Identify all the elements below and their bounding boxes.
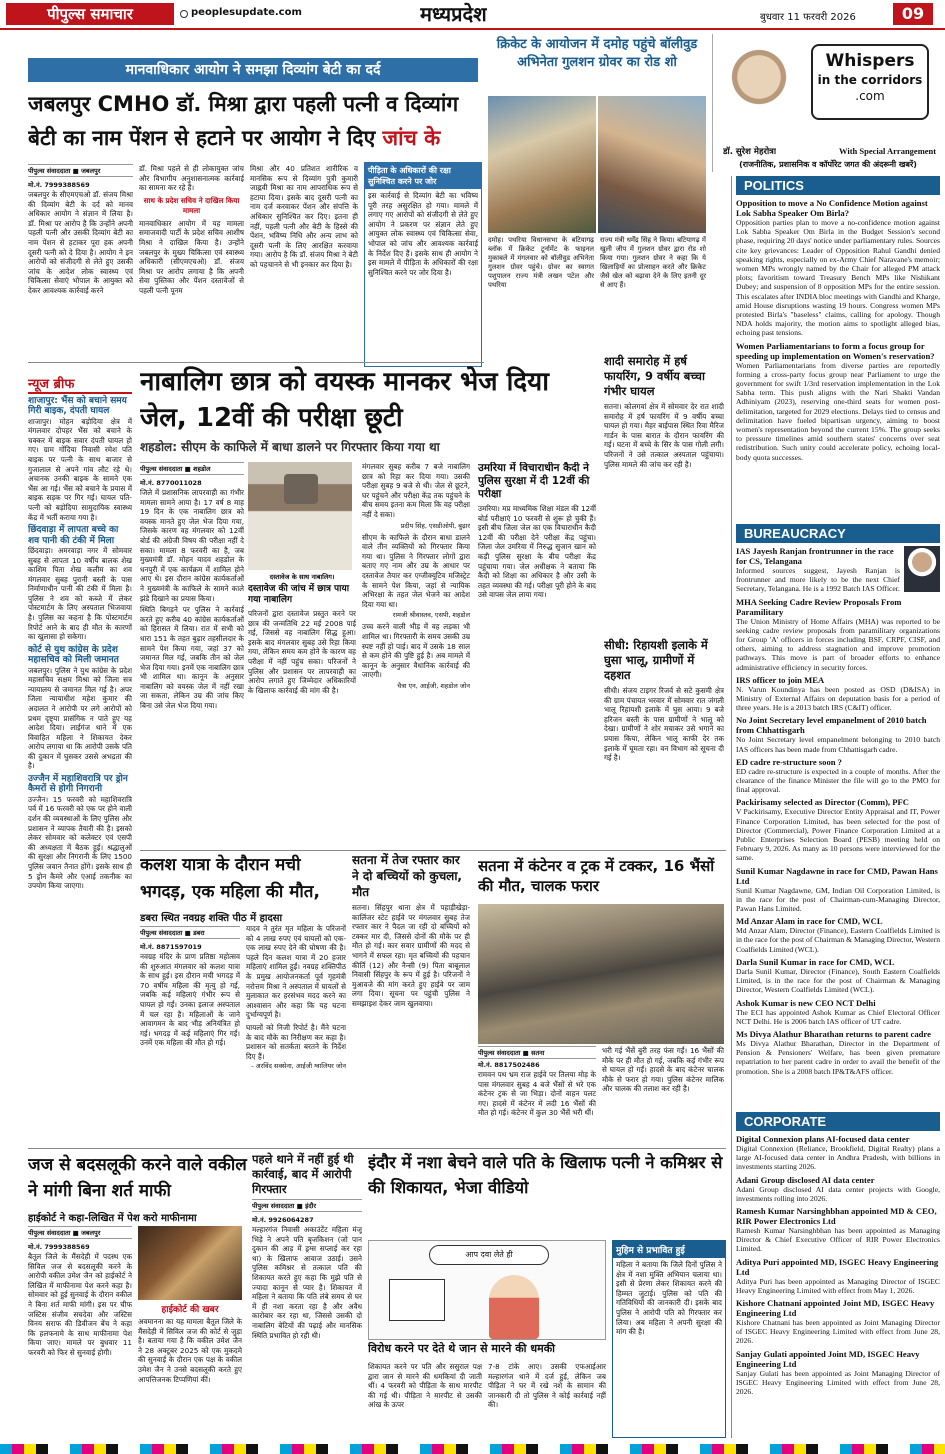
divider-lead: [28, 362, 484, 363]
corporate-item-2-body: Adani Group disclosed AI data center projects with Google, investments rolling into 2026.: [736, 1184, 940, 1203]
satna-car-body: सतना। सिंहपुर थाना क्षेत्र में पहाड़ीखेड़ा-कालिंजर स्टेट हाईवे पर मंगलवार सुबह तेज रफ्तार कार ने पैदल जा रही दो बच्चियों को टक्कर मार दी, जिससे दोनों की मौके पर ही मौत हो गई। कार सवार ग्रामीणों की मदद से भागने में सफल रहा। मृत बच्चियों की पहचान कीर्ति (12) और नैन्सी (9) पिता बाबूलाल निवासी सिंहपुर के रूप में हुई है। परिजनों ने मुआवजे की मांग करते हुए हाईवे पर जाम लगा दिया। सूचना पर पहुंची पुलिस ने समझाइश देकर जाम खुलवाया।: [352, 903, 470, 1008]
police-mobile: मो.नं. 9926064287: [252, 1216, 314, 1224]
corporate-item-3-body: Ramesh Kumar Narsinghbhan has been appointed as Managing Director & Chief Executive Officer of RIR Power Electronics Limited.: [736, 1226, 940, 1254]
lead-col-2: [139, 164, 244, 367]
jail-body-1b: स्थिति बिगड़ने पर पुलिस ने कार्रवाई करते हुए करीब 40 कांग्रेस कार्यकर्ताओं को हिरासत में लिया। रात में सभी को धारा 151 के तहत बुढ़ार तहसीलदार के सामने पेश किया गया, जहां 37 को जमानत मिल गई, जबकि तीन को जेल भेज दिया गया। इनमें एक नाबालिग छात्र भी शामिल था। कानून के अनुसार नाबालिग को वयस्क जेल में नहीं रखा जा सकता, लेकिन उम्र की जांच किए बिना उसे जेल भेज दिया गया।: [140, 605, 244, 711]
bureaucracy-item-1-head: IAS Jayesh Ranjan frontrunner in the race for CS, Telangana: [736, 546, 894, 566]
jail-quote-2: रामजी श्रीवास्तव, एसपी, शहडोल: [392, 611, 470, 620]
umaria-body: उमरिया। मप्र माध्यमिक शिक्षा मंडल की 12वीं बोर्ड परीक्षाएं 10 फरवरी से शुरू हो चुकी हैं। इसी बीच जिला जेल का एक विचाराधीन कैदी 12वीं की परीक्षा देने परीक्षा केंद्र पहुंचा। जिला जेल उमरिया में निरुद्ध सुजान खान को कड़ी पुलिस सुरक्षा के बीच परीक्षा केंद्र पहुंचाया गया। जेल अधीक्षक ने बताया कि कैदी को शिक्षा का अधिकार है और उसी के तहत व्यवस्था की गई। परीक्षा पूरी होने के बाद उसे वापस जेल लाया गया।: [478, 504, 596, 600]
fire-headline: शादी समारोह में हर्ष फायरिंग, 9 वर्षीय बच्चा गंभीर घायल: [604, 354, 705, 398]
columnist-photo: [719, 42, 799, 142]
whispers-subtitle: in the corridors: [817, 73, 923, 87]
cricket-caption-right: राज्य मंत्री धर्मेंद्र सिंह ने किया। बटियागढ़ में खुली जीप में गुलशन ग्रोवर द्वारा रोड शो किया गया। गुलशन ग्रोवर ने कहा कि ये खिलाड़ियों का प्रोत्साहन करते और क्रिकेट जैसे खेल को बढ़ावा देने के लिए इतनी दूर से आए हैं।: [600, 236, 706, 289]
court-mobile: मो.नं. 7999388569: [28, 1243, 90, 1251]
satna-truck-col-1: [478, 1046, 596, 1146]
court-byline: पीपुल्स संवाददाता ■ जबलपुर: [28, 1226, 132, 1239]
lead-body-3: मिश्रा और 40 प्रतिशत शारीरिक व मानसिक रूप से दिव्यांग पुत्री कुमारी जाह्नवी मिश्रा का नाम आपराधिक रूप से हटाया दिया। इसके बाद दूसरी पत्नी का नाम दर्ज करवाकर पेंशन और संपत्ति के अधिकार सुनिश्चित कर दिए। इतना ही नहीं, पहली पत्नी और बेटी के हिस्से की पेंशन, भविष्य निधि और अन्य लाभ को दूसरी पत्नी के लिए आरक्षित करवाया गया। आरोप है कि डॉ. संजय मिश्रा ने बेटी को पहचानने से भी इनकार कर दिया है।: [250, 164, 358, 269]
kalash-mobile: मो.नं. 8871597019: [140, 943, 202, 951]
corporate-column: [736, 1112, 940, 1434]
lead-col-1: [28, 162, 133, 367]
jail-subhead-2: दस्तावेज की जांच में छात्र पाया गया नाबालिग: [248, 584, 350, 605]
lead-body-2: डॉ. मिश्रा पहले से ही लोकायुक्त जांच और विभागीय अनुशासनात्मक कार्रवाई का सामना कर रहे हैं।: [139, 164, 244, 193]
corporate-item-6-head: Sanjay Gulati appointed Joint MD, ISGEC Heavy Engineering Ltd: [736, 1348, 920, 1369]
indore-side-box: [612, 1240, 726, 1438]
whispers-block: [712, 34, 940, 172]
satna-car-story: [352, 852, 470, 1146]
bureaucracy-item-11-body: Ms Divya Alathur Bharathan, Director in the Department of Pension & Pensioners' Welfare, has been given premature repatriation to her parent cadre in order to avail the benefit of the promotion. She is a 2008 batch IP&T&AFS officer.: [736, 1038, 940, 1076]
indore-headline: इंदौर में नशा बेचने वाले पति के खिलाफ पत्नी ने कमिश्नर से की शिकायत, भेजा वीडियो: [368, 1153, 723, 1197]
jail-mobile: मो.नं. 8770011028: [140, 479, 202, 487]
bureaucracy-item-9-head: Darla Sunil Kumar in race for CMD, WCL: [736, 956, 895, 967]
jail-byline: पीपुल्स संवाददाता ■ शहडोल: [140, 462, 244, 475]
satna-truck-body-1: रामवन पथ भ्रम राज हाईवे पर तिलया मोड़ के पास मंगलवार सुबह 4 बजे भैंसों से भरे एक कंटेनर ट्रक से जा भिड़ा। दोनों वाहन पलट गए। हादसे में कंटेनर में लदी 16 भैंसों की मौत हो गई। कंटेनर में कुल 30 भैंसें भरी थीं।: [478, 1070, 596, 1118]
bureaucracy-item-2-body: The Union Ministry of Home Affairs (MHA) was reported to be seeking cadre review proposals from paramilitary organizations for Group 'A' officers in forces including BSF, CRPF, CISF, and others, aiming to address stagnation and improve promotion pathways. This move is part of broader efforts to enhance administrative efficiency in security forces.: [736, 616, 940, 672]
bureaucracy-item-8-head: Md Anzar Alam in race for CMD, WCL: [736, 916, 883, 927]
gavel-photo: [138, 1226, 242, 1300]
cricket-photo-2: [598, 96, 706, 233]
bureaucracy-item-9-body: Darla Sunil Kumar, Director (Finance), South Eastern Coalfields Limited, is in the race for the post of Chairman & Managing Director, Western Coalfields Limited (WCL).: [736, 966, 940, 995]
jail-body-2: परिजनों द्वारा दस्तावेज प्रस्तुत करने पर छात्र की जन्मतिथि 22 मई 2008 पाई गई, जिससे वह नाबालिग सिद्ध हुआ। इसके बाद मंगलवार सुबह उसे रिहा किया गया, लेकिन समय कम होने के कारण वह परीक्षा में नहीं पहुंच सका। परिजनों ने पुलिस और प्रशासन पर लापरवाही का आरोप लगाते हुए जिम्मेदार अधिकारियों के खिलाफ कार्रवाई की मांग की है।: [248, 609, 356, 695]
police-body: मल्हारगंज निवासी अकाउंटेंट महिला मंजू भिड़े ने अपने पति बृजकिशन (जो पान दुकान की आड़ में ड्रग्स सप्लाई कर रहा था) के खिलाफ आवाज उठाई। उसने पुलिस कमिश्नर से तत्काल पति की शिकायत करते हुए कहा कि मुझे पति से ज्यादा कानून से प्यार है। शिकायत में महिला ने बताया कि पति लंबे समय से घर में ही नशा करता रहा है और अवैध कारोबार कर रहा था, जिससे उसकी दो नाबालिग बेटियों की पढ़ाई और मानसिक स्थिति प्रभावित हो रही थी।: [252, 1225, 362, 1340]
kalash-quote: - अरविंद सक्सेना, आईजी ग्वालियर जोन: [251, 1062, 346, 1071]
lead-sidebox-title: पीड़िता के अधिकारों की रक्षा सुनिश्चित करने पर जोर: [365, 163, 481, 189]
court-body-2: अवमानना का यह मामला बैतूल जिले के मैंसदेही में सिविल जज की कोर्ट से जुड़ा है। बताया गया है कि वकील उमेश जैन ने 28 अक्टूबर 2025 को एक मुकदमे की सुनवाई के दौरान एक पक्ष के वकील उमेश जैन ने उनसे बदसलूकी करते हुए आपत्तिजनक टिप्पणियां कीं।: [138, 1317, 242, 1384]
jail-subhead: शहडोल: सीएम के काफिले में बाधा डालने पर गिरफ्तार किया गया था: [140, 440, 440, 454]
whispers-title: Whispers: [825, 51, 915, 71]
indore-side-title: मुहिम से प्रभावित हुई: [613, 1241, 725, 1258]
whispers-domain: .com: [855, 89, 885, 103]
bureaucracy-item-6-body: V Packirisamy, Executive Director Entity Appraisal and IT, Power Finance Corporation Limited, has been selected for the post of Director (Commercial), Power Finance Corporation Limited at a Public Enterprises Selection Board (PESB) meeting held on February 9, 2026. As many as 10 persons were interviewed for the same.: [736, 807, 940, 863]
jail-body-3c: उच्च करने वाली भीड़ में वह लड़का भी शामिल था। गिरफ्तारी के समय उसकी उम्र स्पष्ट नहीं हो पाई। बाद में उसके 18 साल से कम होने की पुष्टि हुई है। अब मामले में कानून के अनुसार वैधानिक कार्रवाई की जाएगी।: [362, 622, 470, 680]
jail-col-1: [140, 460, 244, 848]
kalash-note: घायलों को निजी रिपोर्ट है। मैंने घटना के बाद मौके का निरीक्षण कर कहा है। प्रशासन को सतर्कता बरतने के निर्देश दिए हैं।: [246, 1022, 346, 1061]
jail-body-3: मंगलवार सुबह करीब 7 बजे नाबालिग छात्र को रिहा कर दिया गया। उसकी परीक्षा सुबह 9 बजे से थी। जेल से छूटने, घर पहुंचने और परीक्षा केंद्र तक पहुंचने के बीच समय इतना कम मिला कि वह परीक्षा नहीं दे सका।: [362, 462, 470, 519]
lead-body-2b: मानवाधिकार आयोग में यह मामला समाजवादी पार्टी के प्रदेश सचिव आशीष मिश्रा ने दाखिल किया है। उन्होंने जबलपुर के मुख्य चिकित्सा एवं स्वास्थ्य अधिकारी (सीएमएचओ) डॉ. संजय मिश्रा पर आरोप लगाया है कि अपनी सेवा पुस्तिका और पेंशन दस्तावेजों से पहली पत्नी पूनम: [139, 218, 244, 295]
cricket-headline: क्रिकेट के आयोजन में दमोह पहुंचे बॉलीवुड अभिनेता गुलशन ग्रोवर का रोड शो: [496, 37, 698, 70]
jail-body-3b: सीएम के काफिले के दौरान बाधा डालने वाले तीन व्यक्तियों को गिरफ्तार किया गया था। पुलिस ने गिरफ्तार लोगों द्वारा बताए गए नाम और उम्र के आधार पर दस्तावेज तैयार कर एग्जीक्यूटिव मजिस्ट्रेट के सामने पेश किया, जहां से न्यायिक अभिरक्षा के तहत जेल भेजने का आदेश दिया गया था।: [362, 532, 470, 609]
cartoon-speech-bubble: आप दवा लेते ही: [429, 1245, 549, 1265]
satna-truck-byline: पीपुल्स संवाददाता ■ सतना: [478, 1046, 596, 1059]
bear-body: सीधी। संजय टाइगर रिजर्व से सटे कुसमी क्षेत्र की ग्राम पंचायत भरवार में सोमवार रात जंगली भालू रिहायशी इलाके में घुस आया। 9 बजे हरिजन बस्ती के पास ग्रामीणों ने भालू को देखा। ग्रामीणों ने शोर मचाकर उसे भगाने का प्रयास किया, लेकिन भालू काफी देर तक इलाके में घूमता रहा। वन विभाग को सूचना दी गई है।: [604, 686, 724, 763]
cartoon-paper: [389, 1279, 445, 1321]
lead-headline-main: जबलपुर CMHO डॉ. मिश्रा द्वारा पहली पत्नी व दिव्यांग बेटी का नाम पेंशन से हटाने पर आयोग ने दिए: [28, 92, 459, 150]
lead-headline-red: जांच के: [382, 126, 441, 150]
police-byline: पीपुल्स संवाददाता ■ इंदौर: [252, 1199, 362, 1212]
bureaucracy-item-4-body: No Joint Secretary level empanelment belonging to 2010 batch IAS officers has been made from Chhattisgarh cadre.: [736, 735, 940, 754]
politics-header: POLITICS: [736, 176, 940, 195]
official-photo: [904, 546, 940, 592]
umaria-story: [478, 462, 596, 848]
website-url[interactable]: peoplesupdate.com: [191, 7, 302, 18]
bureaucracy-item-5-body: ED cadre re-structure is expected in a couple of months. After the clearance of the finance Minister the file will go to the PMO for final approval.: [736, 766, 940, 795]
brief-1-body: शाजापुर। मोहन बड़ोदिया क्षेत्र में मंगलवार दोपहर भैंस को बचाने के चक्कर में बाइक सवार दंपती घायल हो गए। ग्राम गोंदिया निवासी रमेश पति बाइक पर पत्नी के साथ बाजार से गुजालाल से अपने गांव लौट रहे थे। अचानक उनकी बाइक के सामने एक भैंस आ गई। भैंस को बचाने के प्रयास में बाइक सड़क पर गिर गई। घायल पति-पत्नी को बड़ोदिया सामुदायिक स्वास्थ्य केंद्र में भर्ती कराया गया है।: [28, 416, 132, 522]
lead-sidebox-body: इस कार्रवाई से दिव्यांग बेटी का भविष्य पूरी तरह असुरक्षित हो गया। मामले में लगाए गए आरोपों को संजीदगी से लेते हुए आयोग ने प्रकरण पर संज्ञान लेते हुए आयुक्त लोक स्वास्थ्य एवं चिकित्सा सेवा, भोपाल को जांच और आवश्यक कार्रवाई के निर्देश दिए हैं। इसके साथ ही आयोग ने इस मामले में पीड़िता के अधिकारों की रक्षा सुनिश्चित करने पर जोर दिया है।: [368, 191, 478, 277]
kalash-byline: पीपुल्स संवाददाता ■ डबरा: [140, 926, 240, 939]
cricket-caption-left: दमोह। पथरिया विधानसभा के बटियागढ़ ब्लॉक में क्रिकेट टूर्नामेंट के फाइनल मुकाबले में मंगलवार को बॉलीवुड अभिनेता गुलशन ग्रोवर पहुंचे। ग्रोवर का स्वागत पशुपालन राज्य मंत्री लखन पटेल और पथरिया: [488, 236, 594, 289]
indore-col-2: [488, 1362, 606, 1438]
court-col-1: [28, 1224, 132, 1438]
satna-car-headline: सतना में तेज रफ्तार कार ने दो बच्चियों को कुचला, मौत: [352, 853, 462, 899]
cricket-photo-1: [488, 96, 596, 233]
corporate-item-5-head: Kishore Chatnani appointed Joint MD, ISGEC Heavy Engineering Ltd: [736, 1298, 935, 1319]
bureaucracy-item-8-body: Md Anzar Alam, Director (Finance), Eastern Coalfields Limited is in the race for the post of Chairman & Managing Director, Western Coalfields Limited (WCL).: [736, 926, 940, 954]
kalash-subhead: डबरा स्थित नवग्रह शक्ति पीठ में हादसा: [140, 913, 283, 924]
indore-side-body: महिला ने बताया कि जिले दिनों पुलिस ने क्षेत्र में नशा मुक्ति अभियान चलाया था। इसी से प्रेरणा लेकर शिकायत करने की हिम्मत जुटाई। पुलिस को पति की गतिविधियों की जानकारी दी। इसके बाद पुलिस ने आरोपी पति को गिरफ्तार कर लिया। अब महिला ने अपनी सुरक्षा की मांग की है।: [616, 1260, 722, 1337]
fire-story: [604, 354, 724, 632]
corporate-header: CORPORATE: [736, 1112, 940, 1131]
section-title: मध्यप्रदेश: [420, 2, 487, 26]
brief-1-head: शाजापुर: भैंस को बचाने समय गिरी बाइक, दंपती घायल: [28, 396, 127, 417]
indore-body-1: शिकायत करने पर पति और ससुराल पक्ष द्वारा जान से मारने की धमकियां दी जाती थीं। 4 फरवरी को पीड़िता के साथ मारपीट की गई थी। पीड़िता ने मारपीट से उसकी आंख के ऊपर: [368, 1362, 482, 1410]
news-brief-column: [28, 374, 132, 1146]
jail-body-1: जिले में प्रशासनिक लापरवाही का गंभीर मामला सामने आया है। 17 वर्ष 8 माह 19 दिन के एक नाबालिग छात्र को वयस्क मानते हुए जेल भेज दिया गया, जिसके कारण वह मंगलवार को 12वीं बोर्ड की अंग्रेजी विषय की परीक्षा नहीं दे सका। मामला 8 फरवरी का है, जब मुख्यमंत्री डॉ. मोहन यादव शहडोल के धनपुरी में एक कार्यक्रम में शामिल होने आए थे। इस दौरान कांग्रेस कार्यकर्ताओं ने मुख्यमंत्री के काफिले के सामने काले झंडे दिखाने का प्रयास किया।: [140, 488, 244, 603]
bureaucracy-item-7-head: Sunil Kumar Nagdawne in race for CMD, Pawan Hans Ltd: [736, 865, 938, 886]
bureaucracy-item-3-body: N. Varun Koundinya has been posted as OSD (D&ISA) in Ministry of External Affairs on deputation basis for a period of three years. He is a 2013 batch IRS (C&IT) officer.: [736, 684, 940, 713]
divider-bottom: [28, 1148, 726, 1149]
bear-story: [604, 638, 724, 848]
court-headline: जज से बदसलूकी करने वाले वकील ने मांगी बिना शर्त माफी: [28, 1155, 247, 1201]
bureaucracy-item-11-head: Ms Divya Alathur Bharathan returns to parent cadre: [736, 1028, 931, 1039]
news-brief-title: न्यूज ब्रीफ: [28, 374, 132, 394]
police-story: [252, 1152, 362, 1438]
bureaucracy-item-1-body: Informed sources suggest, Jayesh Ranjan is frontrunner and more likely to be the next Chief Secretary, Telangana. He is a 1992 Batch IAS Officer.: [736, 566, 900, 594]
politics-item-2-head: Women Parliamentarians to form a focus group for speeding up implementation on Women's reservation?: [736, 340, 935, 361]
brief-3-head: कोर्ट से युथ कांग्रेस के प्रदेश महासचिव को मिली जमानत: [28, 644, 119, 666]
satna-truck-mobile: मो.नं. 8817502486: [478, 1061, 540, 1069]
bureaucracy-header: BUREAUCRACY: [736, 524, 940, 543]
lead-sidebox: [364, 162, 482, 367]
brief-4-body: उज्जैन। 15 फरवरी को महाशिवरात्रि पर्व में 16 फरवरी को एक पर होने वाली दर्शन की व्यवस्थाओं के लिए पुलिस और प्रशासन ने व्यापक तैयारी की है। इसको लेकर सोमवार को कलेक्टर एवं एसपी की अध्यक्षता में बैठक हुई। श्रद्धालुओं की सुरक्षा और निगरानी के लिए 1500 पुलिस जवान तैनात होंगे। इसके साथ ही 5 ड्रोन कैमरे और एआई तकनीक का उपयोग किया जाएगा।: [28, 794, 132, 891]
bureaucracy-item-3-head: IRS officer to join MEA: [736, 674, 825, 685]
whispers-tag: With Special Arrangement: [839, 146, 937, 156]
court-col-2: [138, 1226, 242, 1438]
jail-col-3: [362, 462, 470, 848]
bureaucracy-item-4-head: No Joint Secretary level empanelment of 2010 batch from Chhattisgarh: [736, 715, 927, 736]
bureaucracy-item-5-head: ED cadre re-structure soon ?: [736, 756, 842, 767]
student-photo: [248, 462, 352, 570]
jail-quote-3: चैत्रा एन, आईजी, शहडोल जोन: [397, 681, 470, 690]
cartoon-woman-figure: [489, 1275, 539, 1339]
satna-truck-headline: सतना में कंटेनर व ट्रक में टक्कर, 16 भैंसों की मौत, चालक फरार: [478, 857, 715, 895]
brief-2-body: छिंदवाड़ा। अमरवाड़ा नगर में सोमवार सुबह से लापता 10 वर्षीय बालक शेख काशिम पिता शेख कलीम का शव मंगलवार सुबह पुरानी बस्ती के पास निर्माणाधीन पानी की टंकी में मिला है। पुलिस ने शव को कब्जे में लेकर पोस्टमार्टम के लिए अस्पताल भिजवाया है। पुलिस का कहना है कि पोस्टमार्टम रिपोर्ट आने के बाद ही मौत के कारणों का खुलासा हो सकेगा।: [28, 545, 132, 642]
lead-body-1: जबलपुर के सीएमएचओ डॉ. संजय मिश्रा की दिव्यांग बेटी के दर्द को मानव अधिकार आयोग ने संज्ञान में लिया है। डॉ. मिश्रा पर आरोप है कि उन्होंने अपनी पहली पत्नी और उसकी दिव्यांग बेटी का नाम पेंशन से हटाकर पूरा हक अपनी दूसरी पत्नी को दे दिया है। आयोग ने इन आरोपों को संजीदगी से लेते हुए उसकी जांच के आदेश लोक स्वास्थ्य एवं चिकित्सा सेवाएं भोपाल के आयुक्त को देकर आवश्यक कार्रवाई करने: [28, 190, 133, 295]
corporate-item-2-head: Adani Group disclosed AI data center: [736, 1174, 875, 1185]
jail-headline: नाबालिग छात्र को वयस्क मानकर भेज दिया जेल, 12वीं की परीक्षा छूटी: [140, 367, 549, 433]
politics-item-1-body: Opposition parties plan to move a no-confidence motion against Lok Sabha Speaker Om Birla in the Budget Session's second phase, requiring 20 days' notice under parliamentary rules. Sources cite key grievances: Leader of Opposition Rahul Gandhi denied speaking rights, especially on ex-Army Chief Naravane's memoir; women MPs wrongly named by the Chair for alleged PM attack plots; favoritism toward Treasury Bench MPs like Nishikant Dubey; and suspension of 8 opposition MPs for the entire session. This escalates after INDIA bloc meetings with Gandhi and Kharge, amid House disruptions wasting 19 hours. Congress women MPs protested Birla's "baseless" claims, calling for apology. Though NDA holds majority, the motion aims to spotlight alleged bias, echoing past tensions.: [736, 218, 940, 338]
corporate-item-4-head: Aditya Puri appointed MD, ISGEC Heavy Engineering Ltd: [736, 1256, 939, 1277]
brief-2-head: छिंदवाड़ा में लापता बच्चे का शव पानी की टंकी में मिला: [28, 525, 119, 546]
corporate-item-6-body: Sanjay Gulati has been appointed as Joint Managing Director of ISGEC Heavy Engineering Limited with effect from June 28, 2026.: [736, 1368, 940, 1397]
politics-column: [736, 176, 940, 532]
corporate-item-3-head: Ramesh Kumar Narsinghbhan appointed MD & CEO, RIR Power Electronics Ltd: [736, 1206, 937, 1227]
whispers-logo: [811, 44, 929, 120]
whispers-strap: (राजनीतिक, प्रशासनिक व कॉर्पोरेट जगत की अंदरूनी खबरें): [739, 160, 917, 169]
indore-threat-headline: विरोध करने पर देते थे जान से मारने की धमकी: [368, 1342, 556, 1355]
columnist-name: डॉ. सुरेश मेहरोत्रा: [723, 147, 777, 157]
lead-byline: पीपुल्स संवाददाता ■ जबलपुर: [28, 164, 133, 177]
corporate-item-5-body: Kishore Chatnani has been appointed as Joint Managing Director of ISGEC Heavy Engineering Limited with effect from June 28, 2026.: [736, 1318, 940, 1346]
page-number: 09: [893, 3, 933, 25]
bureaucracy-item-10-head: Ashok Kumar is new CEO NCT Delhi: [736, 997, 876, 1008]
lead-mobile: मो.नं. 7999388569: [28, 181, 90, 189]
kalash-col-1: [140, 924, 240, 1146]
jail-col-2: [248, 462, 356, 848]
kalash-col-2: [246, 924, 346, 1146]
divider-right-column: [731, 176, 732, 1438]
brief-3-body: जबलपुर। पुलिस ने युथ कांग्रेस के प्रदेश महासचिव सक्षम मिश्रा को जिला सत्र न्यायालय से जमानत मिल गई है। अपर जिला न्यायाधीश महेश कुमार की अदालत ने आरोपी पर लगे आरोपों को प्रथम दृष्ट्या प्रासंगिक न पाते हुए यह आदेश दिया। लाईगंज थाने में एक विवाहित महिला ने शिकायत देकर आरोप लगाया था कि आरोपी उसके पति की दुकान में घुसकर उससे अभद्रता की है।: [28, 665, 132, 771]
globe-icon: [180, 10, 188, 18]
brief-4-head: उज्जैन में महाशिवरात्रि पर ड्रोन कैमरों से होगी निगरानी: [28, 774, 128, 795]
umaria-headline: उमरिया में विचाराधीन कैदी ने पुलिस सुरक्षा में दी 12वीं की परीक्षा: [478, 462, 590, 500]
bureaucracy-column: [736, 524, 940, 1128]
kalash-headline: कलश यात्रा के दौरान मची भगदड़, एक महिला की मौत,: [140, 855, 320, 902]
lead-col-3: [250, 164, 358, 367]
court-label: हाईकोर्ट की खबर: [161, 1305, 219, 1315]
brand-logo: पीपुल्स समाचार: [6, 3, 174, 25]
politics-item-2-body: Women Parliamentarians from diverse parties are reportedly forming a cross-party focus group near Parliament to urge the government for swift 1/3rd reservation implementation in the Lok Sabha term. This push aligns with the Nari Shakti Vandan Adhiniyam (2023), reserving one-third seats for women post-delimitation, targeted for 2029 elections. Delays tied to census and delimitation have fueled bipartisan urgency, aiming to boost women's representation beyond the current 15%. The group seeks to pressure timelines amid southern states' concerns over seat redistribution. Such unity could accelerate policy, echoing local-body quota successes.: [736, 360, 940, 462]
print-marks: [0, 1444, 945, 1454]
masthead: [0, 0, 945, 30]
face-blur: [284, 474, 318, 504]
student-photo-caption: दस्तावेज के साथ नाबालिग।: [269, 573, 335, 581]
buffalo-photo: [478, 904, 724, 1044]
lead-banner: मानवाधिकार आयोग ने समझा दिव्यांग बेटी का दर्द: [28, 58, 478, 82]
corporate-item-4-body: Aditya Puri has been appointed as Managing Director of ISGEC Heavy Engineering Limited with effect from May 1, 2026.: [736, 1276, 940, 1295]
indore-body-2: 7-8 टांके आए। उसकी एफआईआर मल्हारगंज थाने में दर्ज हुई, लेकिन जब पीड़िता ने घर में रखे नशे के सामान की जानकारी दी तो पुलिस ने कोई कार्रवाई नहीं की।: [488, 1362, 606, 1410]
indore-col-1: [368, 1362, 482, 1438]
bureaucracy-item-10-body: The ECI has appointed Ashok Kumar as Chief Electoral Officer NCT Delhi. He is 2006 batch IAS officer of UT cadre.: [736, 1007, 940, 1026]
jail-quote-1: प्रदीप सिंह, एसडीओपी, बुढ़ार: [400, 521, 470, 530]
kalash-body-1: नवग्रह मंदिर के प्राण प्रतिष्ठा महोत्सव की शुरुआत मंगलवार को कलश यात्रा के साथ हुई। इस दौरान मची भगदड़ में 70 वर्षीय महिला की मृत्यु हो गई, जबकि कई महिलाएं गंभीर रूप से घायल हो गईं। उनका इलाज अस्पताल में चल रहा है। महिलाओं के जाने आवागमन के बाद भीड़ अनियंत्रित हो गई। भगदड़ में कई महिलाएं गिर गईं। उनमें एक महिला की मौत हो गई।: [140, 952, 240, 1048]
court-body-1: बैतूल जिले के मैंसदेही में पदस्थ एक सिविल जज से बदसलूकी करने के आरोपी वकील उमेश जैन को हाईकोर्ट ने लिखित में माफीनामा पेश करने कहा है। सोमवार को हुई सुनवाई के दौरान वकील ने बिना शर्त माफी मांगी। इस पर चीफ जस्टिस संजीव सचदेवा और जस्टिस विनय सराफ की डिवीजन बेंच ने कहा कि हलफनामे के साथ माफीनामा पेश किया जाए। मामले पर बुधवार 11 फरवरी को फिर से सुनवाई होगी।: [28, 1252, 132, 1357]
bear-headline: सीधी: रिहायशी इलाके में घुसा भालू, ग्रामीणों में दहशत: [604, 638, 708, 682]
satna-truck-body-2: भरी गई भैंसें बुरी तरह फंस गईं। 16 भैंसों की मौके पर ही मौत हो गई, जबकि कई गंभीर रूप से घायल हो गईं। हादसे के बाद कंटेनर चालक मौके से फरार हो गया। पुलिस कंटेनर मालिक और चालक की तलाश कर रही है।: [602, 1046, 724, 1094]
police-headline: पहले थाने में नहीं हुई थी कार्रवाई, बाद में आरोपी गिरफ्तार: [252, 1152, 354, 1196]
court-subhead: हाईकोर्ट ने कहा-लिखित में पेश करो माफीनामा: [28, 1213, 197, 1224]
corporate-item-1-head: Digital Connexion plans AI-focused data center: [736, 1134, 910, 1144]
bureaucracy-item-7-body: Sunil Kumar Nagdawne, GM, Indian Oil Corporation Limited, is in the race for the post of Chairman-cum-Managing Director, Pawan Hans Limited.: [736, 885, 940, 914]
fire-body: सतना। कोलगवां क्षेत्र में सोमवार देर रात शादी समारोह में हर्ष फायरिंग में 9 वर्षीय बच्चा घायल हो गया। मैहर बाईपास स्थित रिवा मैरिज गार्डन के पास बारात के दौरान फायरिंग की गई। घटना में बच्चे के सिर के पास गोली लगी। परिजनों ने उसे तत्काल अस्पताल पहुंचाया। पुलिस मामले की जांच कर रही है।: [604, 402, 724, 469]
bureaucracy-item-2-head: MHA Seeking Cadre Review Proposals From Paramilitary: [736, 596, 902, 617]
lead-subhead: साथ के प्रदेश सचिव ने दाखिल किया मामला: [143, 195, 240, 215]
divider-jail-bottom: [140, 850, 726, 851]
satna-truck-col-2: [602, 1046, 724, 1146]
indore-cartoon: [368, 1240, 606, 1340]
issue-date: बुधवार 11 फरवरी 2026: [760, 12, 856, 23]
kalash-body-2: यादव ने तुरंत मृत महिला के परिजनों को 4 लाख रुपए एवं घायलों को एक-एक लाख रुपए देने की घोषणा की है। पहले दिन कलश यात्रा में 20 हजार महिलाएं शामिल हुईं। नवग्रह शक्तिपीठ के प्रमुख आयोजनकर्ता पूर्व गृहमंत्री नरोत्तम मिश्रा ने अस्पताल में घायलों से मुलाकात कर हरसंभव मदद करने का आश्वासन और कहा कि यह घटना दुर्भाग्यपूर्ण है।: [246, 924, 346, 1020]
corporate-item-1-body: Digital Connexion (Reliance, Brookfield, Digital Realty) plans a large AI-focused data center in Andhra Pradesh, with billions in investments starting 2026.: [736, 1144, 940, 1172]
lead-headline: [28, 87, 490, 157]
politics-item-1-head: Opposition to move a No Confidence Motion against Lok Sabha Speaker Om Birla?: [736, 198, 928, 218]
bureaucracy-item-6-head: Packirisamy selected as Director (Comm), PFC: [736, 797, 909, 808]
